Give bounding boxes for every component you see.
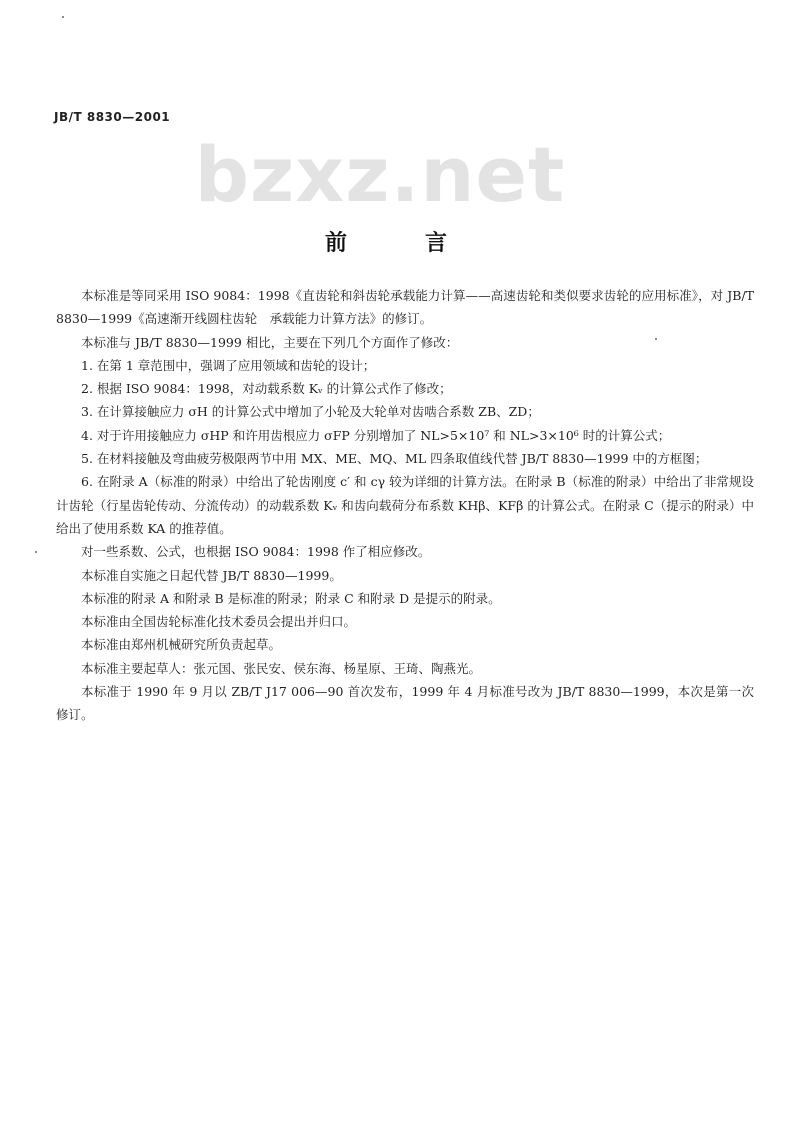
paragraph: 本标准主要起草人：张元国、张民安、侯东海、杨星原、王琦、陶燕光。 bbox=[81, 660, 482, 676]
foreword-body bbox=[56, 284, 754, 727]
paragraph: 对一些系数、公式，也根据 ISO 9084：1998 作了相应修改。 bbox=[81, 544, 431, 560]
scan-speck bbox=[62, 16, 64, 18]
standard-number: JB/T 8830—2001 bbox=[54, 110, 171, 124]
paragraph: 本标准与 JB/T 8830—1999 相比，主要在下列几个方面作了修改： bbox=[81, 334, 459, 350]
paragraph: 本标准的附录 A 和附录 B 是标准的附录；附录 C 和附录 D 是提示的附录。 bbox=[81, 590, 501, 606]
list-item: 5. 在材料接触及弯曲疲劳极限两节中用 MX、ME、MQ、ML 四条取值线代替 JB/T 8830—1999 中的方框图； bbox=[81, 451, 708, 467]
list-item: 1. 在第 1 章范围中，强调了应用领域和齿轮的设计； bbox=[81, 357, 376, 373]
list-item: 3. 在计算接触应力 σH 的计算公式中增加了小轮及大轮单对齿啮合系数 ZB、ZD； bbox=[81, 404, 540, 420]
scan-speck bbox=[35, 551, 37, 553]
paragraph: 本标准由全国齿轮标准化技术委员会提出并归口。 bbox=[81, 614, 357, 630]
list-item: 4. 对于许用接触应力 σHP 和许用齿根应力 σFP 分别增加了 NL>5×10⁷ 和 NL>3×10⁶ 时的计算公式； bbox=[81, 427, 671, 443]
list-item: 2. 根据 ISO 9084：1998，对动载系数 Kᵥ 的计算公式作了修改； bbox=[81, 381, 452, 397]
watermark: bzxz.net bbox=[194, 130, 566, 219]
page-title: 前 言 bbox=[324, 231, 475, 256]
paragraph: 本标准是等同采用 ISO 9084：1998《直齿轮和斜齿轮承载能力计算——高速齿轮和类似要求齿轮的应用标准》，对 JB/T 8830—1999《高速渐开线圆柱齿轮 承载能力计算方法》的修订。 bbox=[56, 288, 754, 327]
paragraph: 本标准自实施之日起代替 JB/T 8830—1999。 bbox=[81, 567, 342, 583]
paragraph: 本标准于 1990 年 9 月以 ZB/T J17 006—90 首次发布，1999 年 4 月标准号改为 JB/T 8830—1999，本次是第一次修订。 bbox=[56, 684, 754, 723]
list-item: 6. 在附录 A（标准的附录）中给出了轮齿刚度 c′ 和 cγ 较为详细的计算方法。在附录 B（标准的附录）中给出了非常规设计齿轮（行星齿轮传动、分流传动）的动载系数 Kᵥ 和齿向载荷分布系数 KHβ、KFβ 的计算公式。在附录 C（提示的附录）中给出了使用系数 KA 的推荐值。 bbox=[56, 474, 754, 536]
paragraph: 本标准由郑州机械研究所负责起草。 bbox=[81, 637, 282, 653]
